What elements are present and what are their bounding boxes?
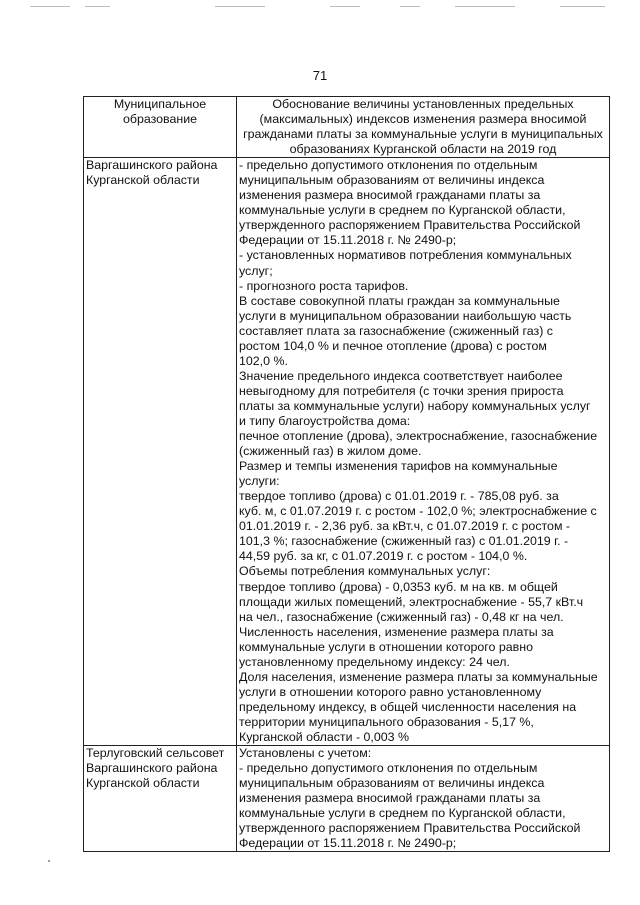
justification-line: территории муниципального образования - 5,17 %, bbox=[239, 714, 534, 729]
header-line: образование bbox=[122, 112, 198, 127]
municipality-line: Курганской области bbox=[86, 776, 200, 791]
justification-line: Курганской области - 0,003 % bbox=[239, 729, 409, 744]
justification-line: (сжиженный газ) в жилом доме. bbox=[239, 444, 422, 459]
municipality-line: Варгашинского района bbox=[86, 761, 218, 776]
municipality-cell bbox=[84, 158, 237, 746]
justification-line: и типу благоустройства дома: bbox=[239, 413, 411, 428]
justification-line: 101,3 %; газоснабжение (сжиженный газ) с 01.01.2019 г. - bbox=[239, 534, 569, 549]
table-row bbox=[84, 158, 610, 746]
municipality-line: Варгашинского района bbox=[86, 158, 218, 173]
justification-line: Федерации от 15.11.2018 г. № 2490-р; bbox=[239, 836, 457, 851]
justification-line: Установлены с учетом: bbox=[239, 746, 372, 761]
municipality-line: Курганской области bbox=[86, 173, 200, 188]
table-header-row bbox=[84, 97, 610, 158]
header-line: Обоснование величины установленных предельных bbox=[272, 97, 574, 111]
header-municipality bbox=[84, 97, 237, 158]
header-line: (максимальных) индексов изменения размера вносимой bbox=[259, 112, 587, 127]
justification-line: Размер и темпы изменения тарифов на коммунальные bbox=[239, 459, 558, 474]
justification-line: утвержденного распоряжением Правительства Российской bbox=[239, 218, 581, 233]
justification-line: изменения размера вносимой гражданами платы за bbox=[239, 188, 541, 203]
justification-line: Численность населения, изменение размера платы за bbox=[239, 624, 554, 639]
header-line: образованиях Курганской области на 2019 год bbox=[289, 142, 557, 157]
municipality-line: Терлуговский сельсовет bbox=[86, 746, 225, 761]
justification-cell bbox=[237, 158, 610, 746]
justification-line: 01.01.2019 г. - 2,36 руб. за кВт.ч, с 01.07.2019 г. с ростом - bbox=[239, 519, 571, 534]
justification-line: печное отопление (дрова), электроснабжение, газоснабжение bbox=[239, 429, 598, 444]
justification-line: составляет плата за газоснабжение (сжиженный газ) с bbox=[239, 323, 553, 338]
justification-line: Доля населения, изменение размера платы за коммунальные bbox=[239, 669, 598, 684]
justification-line: - прогнозного роста тарифов. bbox=[239, 278, 409, 293]
justification-line: предельному индексу, в общей численности населения на bbox=[239, 699, 577, 714]
municipality-cell bbox=[84, 746, 237, 852]
justification-line: ростом 104,0 % и печное отопление (дрова) с ростом bbox=[239, 338, 547, 353]
justification-line: услуг; bbox=[239, 263, 273, 278]
justification-line: невыгодному для потребителя (с точки зрения прироста bbox=[239, 383, 564, 398]
justification-line: - предельно допустимого отклонения по отдельным bbox=[239, 761, 538, 776]
justification-line: твердое топливо (дрова) - 0,0353 куб. м на кв. м общей bbox=[239, 579, 558, 594]
justification-line: твердое топливо (дрова) с 01.01.2019 г. - 785,08 руб. за bbox=[239, 489, 559, 504]
justification-line: Значение предельного индекса соответствует наиболее bbox=[239, 368, 563, 383]
tariff-justification-table bbox=[83, 96, 610, 852]
justification-line: В составе совокупной платы граждан за коммунальные bbox=[239, 293, 560, 308]
justification-line: услуги: bbox=[239, 474, 280, 489]
justification-line: коммунальные услуги в отношении которого равно bbox=[239, 639, 533, 654]
table-row bbox=[84, 746, 610, 852]
justification-line: услуги в отношении которого равно установленному bbox=[239, 684, 542, 699]
justification-line: муниципальным образованиям от величины индекса bbox=[239, 776, 545, 791]
scan-speck bbox=[48, 860, 50, 862]
justification-line: коммунальные услуги в среднем по Курганской области, bbox=[239, 806, 566, 821]
justification-line: муниципальным образованиям от величины индекса bbox=[239, 173, 545, 188]
justification-line: - установленных нормативов потребления коммунальных bbox=[239, 248, 572, 263]
justification-line: 44,59 руб. за кг, с 01.07.2019 г. с ростом - 104,0 %. bbox=[239, 549, 528, 564]
justification-line: Объемы потребления коммунальных услуг: bbox=[239, 564, 491, 579]
scan-edge-artifact bbox=[0, 0, 640, 12]
justification-cell bbox=[237, 746, 610, 852]
justification-line: - предельно допустимого отклонения по отдельным bbox=[239, 158, 538, 173]
justification-line: на чел., газоснабжение (сжиженный газ) - 0,48 кг на чел. bbox=[239, 609, 564, 624]
justification-line: установленному предельному индексу: 24 чел. bbox=[239, 654, 510, 669]
justification-line: площади жилых помещений, электроснабжение - 55,7 кВт.ч bbox=[239, 594, 584, 609]
justification-line: Федерации от 15.11.2018 г. № 2490-р; bbox=[239, 233, 457, 248]
header-line: гражданами платы за коммунальные услуги в муниципальных bbox=[243, 127, 603, 142]
justification-line: коммунальные услуги в среднем по Курганской области, bbox=[239, 203, 566, 218]
justification-line: платы за коммунальные услуги) набору коммунальных услуг bbox=[239, 398, 591, 413]
justification-line: утвержденного распоряжением Правительства Российской bbox=[239, 821, 581, 836]
justification-line: 102,0 %. bbox=[239, 353, 288, 368]
justification-line: услуги в муниципальном образовании наибольшую часть bbox=[239, 308, 572, 323]
justification-line: куб. м, с 01.07.2019 г. с ростом - 102,0 %; электроснабжение с bbox=[239, 504, 597, 519]
justification-line: изменения размера вносимой гражданами платы за bbox=[239, 791, 541, 806]
header-justification bbox=[237, 97, 610, 158]
page-number: 71 bbox=[312, 68, 328, 83]
header-line: Муниципальное bbox=[113, 97, 207, 111]
